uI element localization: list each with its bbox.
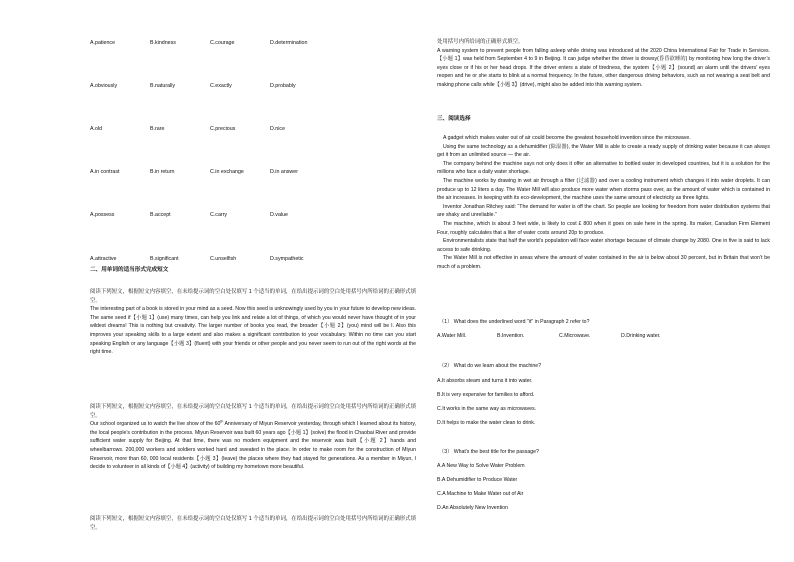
option-c: C.carry	[210, 212, 228, 218]
passage-3	[90, 515, 416, 532]
option-d[interactable]: D.An Absolutely New Invention	[437, 505, 508, 511]
reading-paragraph: The machine, which is about 3 feet wide, is likely to cost £ 800 when it goes on sale here in the spring. Its maker, Canadian Firm Element Four, roughly calculates that a liter of water costs around 20p to produce.	[437, 220, 770, 236]
option-a[interactable]: A.Water Mill.	[437, 333, 467, 339]
option-a: A.obviously	[90, 83, 118, 89]
option-row	[88, 167, 418, 177]
passage-text: The interesting part of a book is stored in your mind as a seed. Now this seed is unknowingly used by you in your future to develop new ideas. The same seed if【小题 1】(use) many times, can help you link and relate a lot of things, of which you would never have thought of in your wildest dreams! This is nothing but creativity. The larger number of books you read, the broader【小题 2】(you) mind will be I. Also this improves your speaking skills to a large extent and also makes a significant contribution to your vocabulary. Within no time can you start speaking English or any language【小题 3】(fluent) with your friends or other people and you never seem to run out of the right words at the right time.	[90, 306, 416, 356]
passage-text-part: Anniversary of Miyun Reservoir yesterday, through which I learned about its history, the local people’s contribution in the process. Miyun Reservoir was built 60 years ago【小题 1】(solve) the flood in Chaobai River and provide sufficient water supply for Beijing. At that time, there was no modern equipment and the reservoir was built【小题 2】hands and wheelbarrows. 200,000 workers and soldiers worked hard and sweated in the place. In order to make room for the construction of Miyun Reservoir, more than 60, 000 local residents【小题 3】(leave) the places where they had stayed for generations. As a member in Miyun, I decide to volunteer in all kinds of【小题 4】(activity) of building my hometown more beautiful.	[90, 421, 416, 471]
reading-paragraph: Inventor Jonathan Ritchey said: “The demand for water is off the chart. So people are looking for freedom from water distribution systems that are shaky and unreliable.”	[437, 203, 770, 219]
passage-1	[90, 288, 416, 357]
top-passage	[437, 38, 770, 90]
option-row	[88, 254, 418, 264]
passage-instruction: 阅读下列短文，根据短文内容填空，在未给提示词的空白处仅填写 1 个适当的单词，在给出提示词的空白处用括号内所给词的正确形式填空。	[90, 289, 416, 304]
question-3-stem: （3） What's the best title for the passage?	[439, 449, 539, 455]
passage-text-part: Our school organized us to watch the live show of the 60	[90, 421, 221, 428]
option-row	[88, 38, 418, 48]
option-d: D.value	[270, 212, 288, 218]
passage-instruction: 阅读下列短文，根据短文内容填空，在未给提示词的空白处仅填写 1 个适当的单词，在给出提示词的空白处用括号内所给词的正确形式填空。	[90, 404, 416, 419]
option-c: C.unselfish	[210, 256, 237, 262]
option-row	[88, 210, 418, 220]
option-a[interactable]: A.A New Way to Solve Water Problem	[437, 463, 525, 469]
reading-paragraph: Using the same technology as a dehumidifier (除湿器), the Water Mill is able to create a ready supply of drinking water because it can always get it from an unlimited source — the air.	[437, 143, 770, 159]
reading-paragraph: The company behind the machine says not only does it offer an alternative to bottled water in developed countries, but it is a solution for the millions who face a daily water shortage.	[437, 160, 770, 176]
option-a: A.patience	[90, 40, 116, 46]
option-a[interactable]: A.It absorbs steam and turns it into water.	[437, 378, 533, 384]
option-d: D.nice	[270, 126, 286, 132]
option-c[interactable]: C.Microwave.	[559, 333, 591, 339]
passage-instruction: 处用括号内所给词的正确形式填空。	[437, 39, 524, 45]
option-b[interactable]: B.It is very expensive for families to afford.	[437, 392, 535, 398]
option-c: C.courage	[210, 40, 235, 46]
left-column	[88, 0, 418, 562]
option-c: C.precious	[210, 126, 236, 132]
reading-paragraph: The Water Mill is not effective in areas where the amount of water contained in the air is below about 30 percent, but in Britain that won’t be much of a problem.	[437, 255, 770, 270]
option-c[interactable]: C.A Machine to Make Water out of Air	[437, 491, 524, 497]
right-column	[437, 0, 772, 562]
option-a: A.possess	[90, 212, 115, 218]
option-c: C.exactly	[210, 83, 232, 89]
option-d[interactable]: D.It helps to make the water clean to drink.	[437, 420, 536, 426]
reading-paragraph: A gadget which makes water out of air could become the greatest household invention since the microwave.	[443, 135, 691, 141]
reading-paragraph: Environmentalists state that half the world’s population will face water shortage because of climate change by 2080. One in five is said to lack access to safe drinking.	[437, 238, 770, 253]
question-1-stem: （1） What does the underlined word "it" in Paragraph 2 refer to?	[439, 319, 590, 325]
question-2-stem: （2） What do we learn about the machine?	[439, 363, 542, 369]
option-a: A.old	[90, 126, 103, 132]
passage-text	[90, 420, 416, 472]
passage-instruction: 阅读下列短文，根据短文内容填空，在未给提示词的空白处仅填写 1 个适当的单词，在给出提示词的空白处用括号内所给词的正确形式填空。	[90, 516, 416, 531]
ordinal-suffix: th	[220, 419, 224, 424]
option-b: B.naturally	[150, 83, 176, 89]
option-c[interactable]: C.It works in the same way as microwaves.	[437, 406, 537, 412]
option-a: A.in contrast	[90, 169, 120, 175]
option-b: B.rare	[150, 126, 165, 132]
option-a: A.attractive	[90, 256, 117, 262]
option-b: B.significant	[150, 256, 179, 262]
option-c: C.in exchange	[210, 169, 244, 175]
option-d: D.determination	[270, 40, 308, 46]
option-b: B.kindness	[150, 40, 176, 46]
option-d: D.in answer	[270, 169, 298, 175]
option-b[interactable]: B.Invention.	[497, 333, 525, 339]
option-d: D.probably	[270, 83, 296, 89]
passage-2	[90, 403, 416, 472]
passage-text: A warning system to prevent people from falling asleep while driving was introduced at the 2020 China International Fair for Trade in Services.【小题 1】was held from September 4 to 9 in Beijing. It can judge whether the driver is drowsy(昏昏欲睡的) by monitoring how long the driver’s eyes close or if his or her head drops. If the driver enters a state of tiredness, the system【小题 2】(sound) an alarm until the drivers’ eyes reopen and he or she starts to blink at a normal frequency. In the future, other dangerous driving behaviors, such as not wearing a seat belt and making phone calls while【小题 3】(drive), might also be added into this warning system.	[437, 47, 770, 88]
section-title: 三、阅读选择	[437, 116, 471, 122]
option-row	[88, 124, 418, 134]
reading-paragraph: The machine works by drawing in wet air through a filter (过滤器) and over a cooling instrument which changes it into water droplets. It can produce up to 12 liters a day. The Water Mill will also produce more water when storms pass over, as the amount of water which is contained in the air increases. In keeping with its eco-development, the machine uses the same amount of electricity as three lights.	[437, 177, 770, 202]
option-b[interactable]: B.A Dehumidifier to Produce Water	[437, 477, 518, 483]
section-title: 二、用单词的适当形式完成短文	[90, 267, 169, 273]
option-d: D.sympathetic	[270, 256, 304, 262]
option-d[interactable]: D.Drinking water.	[621, 333, 661, 339]
option-b: B.accept	[150, 212, 171, 218]
option-b: B.in return	[150, 169, 175, 175]
reading-passage	[437, 134, 770, 272]
option-row	[88, 81, 418, 91]
